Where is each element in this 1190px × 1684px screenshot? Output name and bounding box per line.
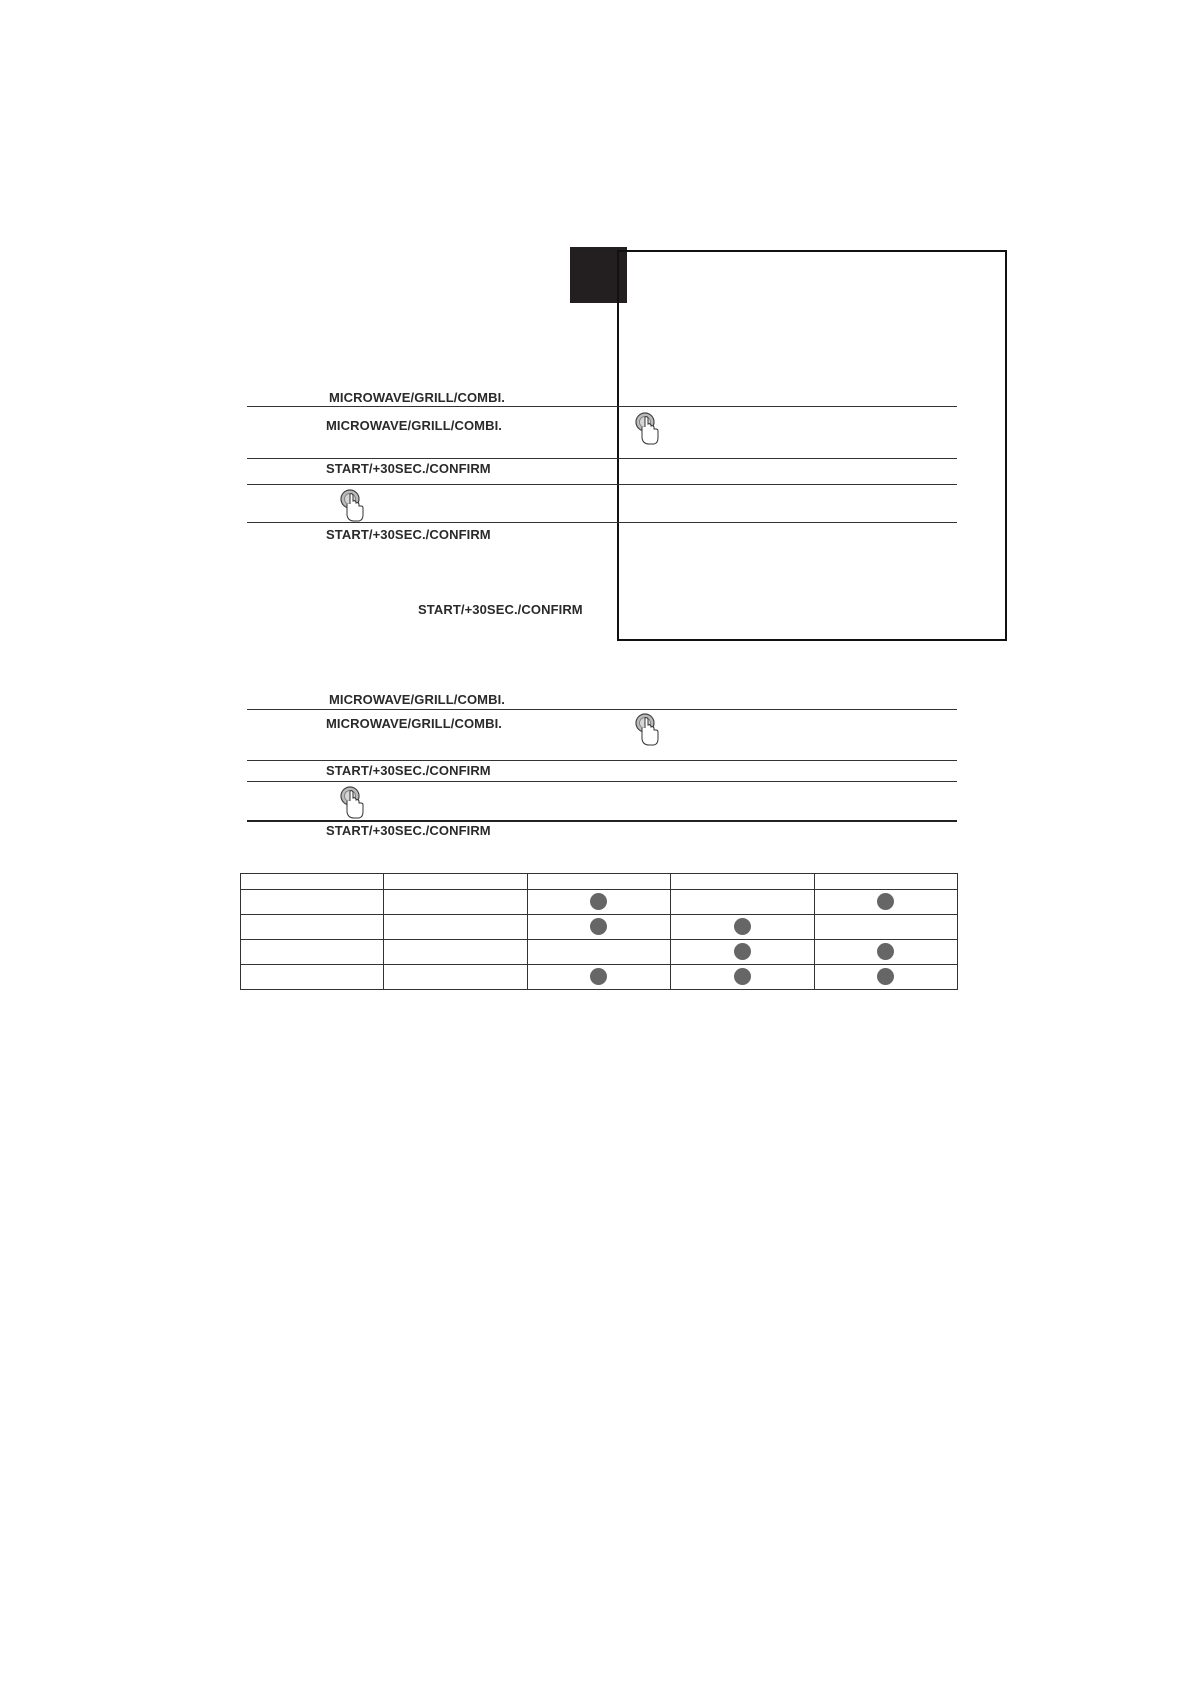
table-header-row — [241, 874, 958, 890]
table-row — [241, 890, 958, 915]
divider — [247, 820, 957, 822]
divider — [247, 709, 957, 710]
step-microwave-grill-combi-label-d: MICROWAVE/GRILL/COMBI. — [326, 716, 503, 731]
table-cell — [814, 890, 957, 915]
header-cell — [384, 874, 527, 890]
step-start-confirm-label-c: START/+30SEC./CONFIRM — [418, 602, 583, 617]
divider — [247, 458, 957, 459]
step-start-confirm-label-a: START/+30SEC./CONFIRM — [326, 461, 491, 476]
divider — [247, 760, 957, 761]
table-cell — [671, 965, 814, 990]
table-cell — [814, 965, 957, 990]
table-cell — [527, 915, 670, 940]
header-cell — [241, 874, 384, 890]
step-microwave-grill-combi-label-a: MICROWAVE/GRILL/COMBI. — [329, 390, 506, 405]
table-cell — [384, 940, 527, 965]
divider — [247, 522, 957, 523]
header-cell — [671, 874, 814, 890]
table-cell — [241, 940, 384, 965]
selected-dot-icon — [734, 943, 751, 960]
table-cell — [241, 915, 384, 940]
header-cell — [814, 874, 957, 890]
selected-dot-icon — [877, 968, 894, 985]
step-start-confirm-label-e: START/+30SEC./CONFIRM — [326, 823, 491, 838]
knob-hand-icon — [632, 711, 662, 747]
table-row — [241, 965, 958, 990]
divider — [247, 406, 957, 407]
selected-dot-icon — [734, 968, 751, 985]
table-cell — [384, 890, 527, 915]
selected-dot-icon — [877, 893, 894, 910]
header-cell — [527, 874, 670, 890]
table-cell — [671, 915, 814, 940]
knob-hand-icon — [632, 410, 662, 446]
table-cell — [241, 965, 384, 990]
table-cell — [241, 890, 384, 915]
table-row — [241, 915, 958, 940]
divider — [247, 781, 957, 782]
table-cell — [527, 940, 670, 965]
table-row — [241, 940, 958, 965]
step-start-confirm-label-d: START/+30SEC./CONFIRM — [326, 763, 491, 778]
table-cell — [671, 940, 814, 965]
table-cell — [384, 915, 527, 940]
note-box — [617, 250, 1007, 641]
step-microwave-grill-combi-label-b: MICROWAVE/GRILL/COMBI. — [326, 418, 503, 433]
table-cell — [527, 965, 670, 990]
divider — [247, 484, 957, 485]
table-cell — [814, 940, 957, 965]
selected-dot-icon — [590, 918, 607, 935]
table-cell — [384, 965, 527, 990]
step-microwave-grill-combi-label-c: MICROWAVE/GRILL/COMBI. — [329, 692, 506, 707]
selected-dot-icon — [590, 968, 607, 985]
mode-table — [240, 873, 958, 990]
selected-dot-icon — [590, 893, 607, 910]
table-cell — [814, 915, 957, 940]
knob-hand-icon — [337, 784, 367, 820]
selected-dot-icon — [877, 943, 894, 960]
table-cell — [671, 890, 814, 915]
table-cell — [527, 890, 670, 915]
selected-dot-icon — [734, 918, 751, 935]
step-start-confirm-label-b: START/+30SEC./CONFIRM — [326, 527, 491, 542]
knob-hand-icon — [337, 487, 367, 523]
